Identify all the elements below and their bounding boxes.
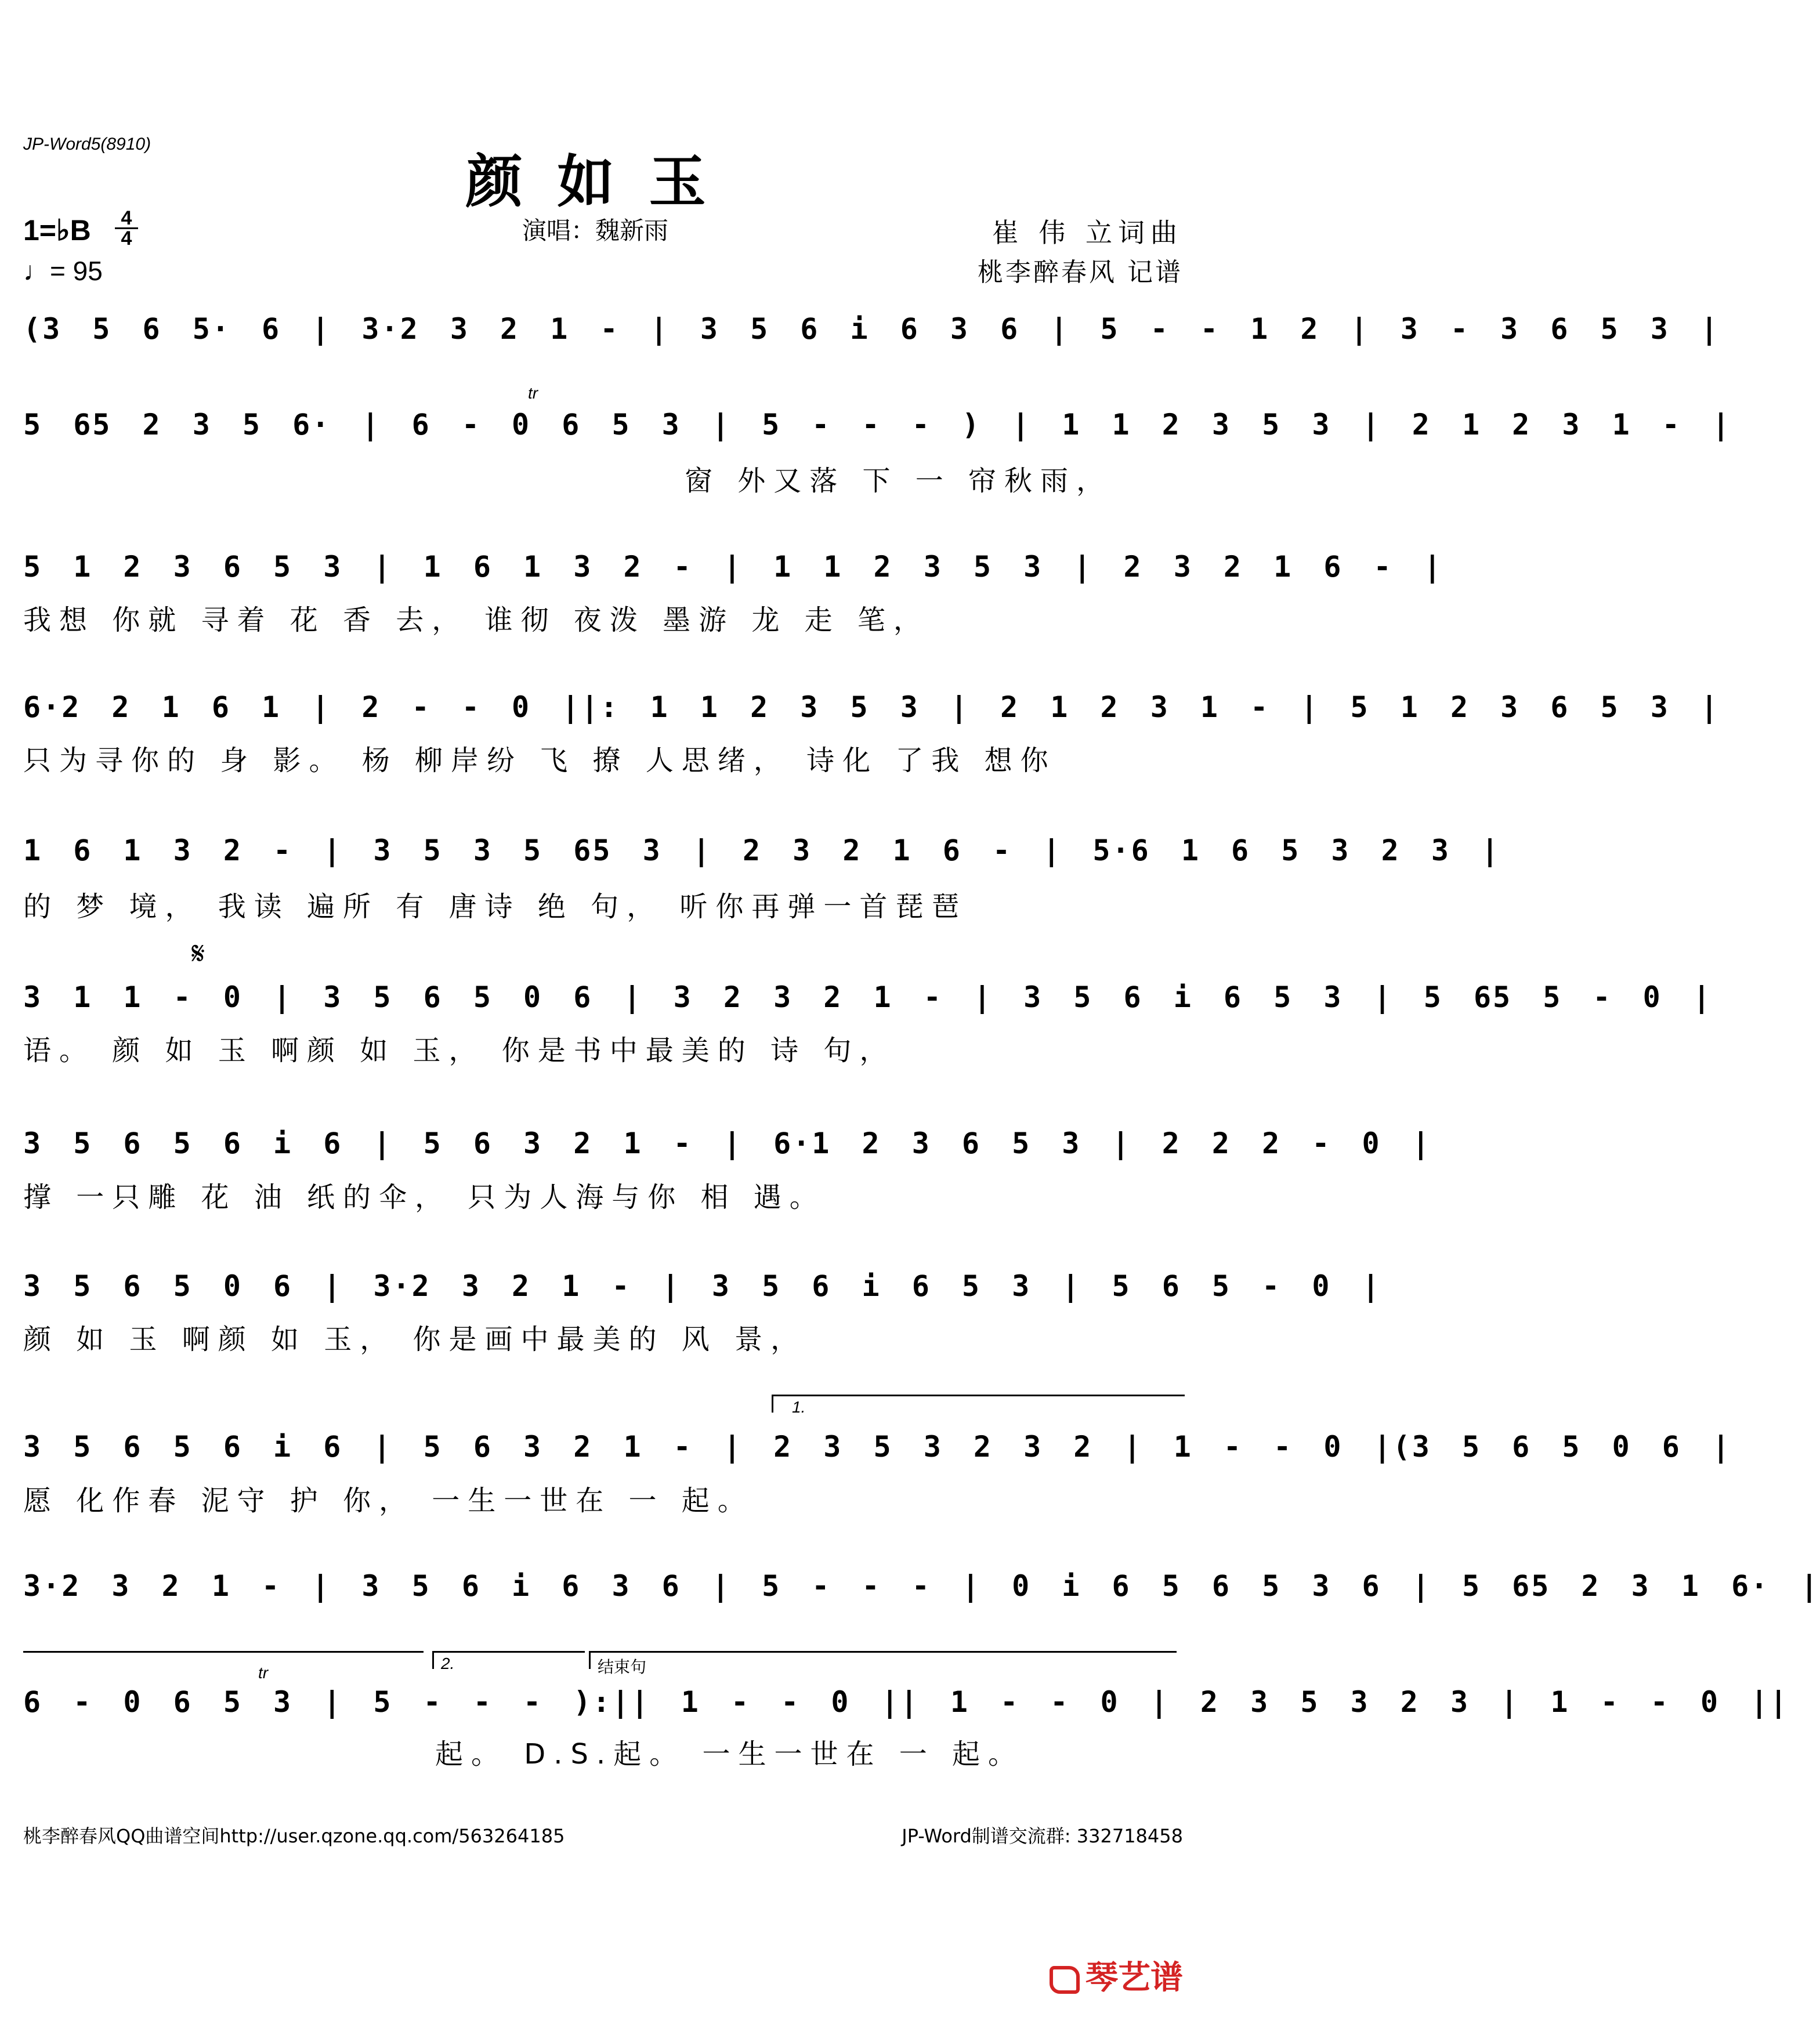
score-line-6-lyrics: 语。 颜 如 玉 啊颜 如 玉， 你是书中最美的 诗 句， bbox=[23, 1034, 896, 1067]
second-ending-label: 2. bbox=[441, 1654, 455, 1672]
score-line-1-notes: (3 5 6 5· 6 | 3·2 3 2 1 - | 3 5 6 i 6 3 6 | 5 - - 1 2 | 3 - 3 6 5 3 | bbox=[23, 312, 1720, 346]
score-line-4-notes: 6·2 2 1 6 1 | 2 - - 0 ||: 1 1 2 3 5 3 | 2 1 2 3 1 - | 5 1 2 3 6 5 3 | bbox=[23, 690, 1720, 724]
score-line-5-lyrics: 的 梦 境， 我读 遍所 有 唐诗 绝 句， 听你再弹一首琵琶 bbox=[23, 890, 968, 923]
score-line-11-lyrics: 起。 D.S.起。 一生一世在 一 起。 bbox=[435, 1738, 1024, 1770]
score-line-11-notes: 6 - 0 6 5 3 | 5 - - - ):|| 1 - - 0 || 1 - - 0 | 2 3 5 3 2 3 | 1 - - 0 || bbox=[23, 1685, 1789, 1719]
footer-group-info: JP-Word制谱交流群: 332718458 bbox=[902, 1825, 1183, 1847]
score-line-6-notes: 3 1 1 - 0 | 3 5 6 5 0 6 | 3 2 3 2 1 - | 3 5 6 i 6 5 3 | 5 65 5 - 0 | bbox=[23, 980, 1712, 1014]
segno-sign: 𝄋 bbox=[191, 935, 205, 972]
trill-marker-1: tr bbox=[528, 384, 538, 402]
score-line-5-notes: 1 6 1 3 2 - | 3 5 3 5 65 3 | 2 3 2 1 6 - | 5·6 1 6 5 3 2 3 | bbox=[23, 834, 1501, 867]
second-ending-bracket bbox=[432, 1651, 585, 1669]
first-ending-bracket bbox=[772, 1395, 1185, 1413]
score-line-7-lyrics: 撑 一只雕 花 油 纸的伞， 只为人海与你 相 遇。 bbox=[23, 1181, 826, 1214]
score-line-8-lyrics: 颜 如 玉 啊颜 如 玉， 你是画中最美的 风 景， bbox=[23, 1323, 807, 1356]
trill-marker-2: tr bbox=[258, 1664, 269, 1682]
score-line-4-lyrics: 只为寻你的 身 影。 杨 柳岸纷 飞 撩 人思绪， 诗化 了我 想你 bbox=[23, 744, 1056, 777]
score-line-7-notes: 3 5 6 5 6 i 6 | 5 6 3 2 1 - | 6·1 2 3 6 5 3 | 2 2 2 - 0 | bbox=[23, 1127, 1431, 1160]
time-signature bbox=[115, 209, 138, 248]
score-line-8-notes: 3 5 6 5 0 6 | 3·2 3 2 1 - | 3 5 6 i 6 5 3 | 5 6 5 - 0 | bbox=[23, 1269, 1381, 1303]
meter-top: 4 bbox=[115, 209, 138, 229]
first-ending-label: 1. bbox=[792, 1398, 806, 1416]
site-logo bbox=[1050, 1952, 1183, 1998]
composer-credit: 崔 伟 立词曲 bbox=[992, 217, 1183, 248]
page-title: 颜如玉 bbox=[465, 149, 741, 215]
score-line-2-notes: 5 65 2 3 5 6· | 6 - 0 6 5 3 | 5 - - - ) | 1 1 2 3 5 3 | 2 1 2 3 1 - | bbox=[23, 408, 1732, 441]
coda-bracket bbox=[589, 1651, 1177, 1669]
software-label: JP-Word5(8910) bbox=[23, 135, 151, 154]
meter-bottom: 4 bbox=[121, 227, 132, 249]
score-line-9-lyrics: 愿 化作春 泥守 护 你， 一生一世在 一 起。 bbox=[23, 1484, 754, 1517]
tempo-marking: ♩= 95 bbox=[23, 256, 103, 286]
score-line-3-notes: 5 1 2 3 6 5 3 | 1 6 1 3 2 - | 1 1 2 3 5 3 | 2 3 2 1 6 - | bbox=[23, 550, 1443, 584]
first-ending-continuation bbox=[23, 1651, 424, 1669]
footer-source-link[interactable]: 桃李醉春风QQ曲谱空间http://user.qzone.qq.com/563264185 bbox=[23, 1825, 565, 1847]
notator-credit: 桃李醉春风 记谱 bbox=[978, 258, 1183, 287]
logo-text: 琴艺谱 bbox=[1086, 1959, 1183, 1997]
score-line-3-lyrics: 我想 你就 寻着 花 香 去， 谁彻 夜泼 墨游 龙 走 笔， bbox=[23, 604, 929, 636]
score-line-2-lyrics: 窗 外又落 下 一 帘秋雨， bbox=[685, 465, 1113, 497]
logo-icon bbox=[1050, 1966, 1080, 1994]
score-line-10-notes: 3·2 3 2 1 - | 3 5 6 i 6 3 6 | 5 - - - | 0 i 6 5 6 5 3 6 | 5 65 2 3 1 6· | bbox=[23, 1569, 1820, 1603]
singer-credit: 演唱：魏新雨 bbox=[522, 216, 669, 245]
score-line-9-notes: 3 5 6 5 6 i 6 | 5 6 3 2 1 - | 2 3 5 3 2 3 2 | 1 - - 0 |(3 5 6 5 0 6 | bbox=[23, 1430, 1732, 1464]
coda-label: 结束句 bbox=[598, 1657, 647, 1676]
key-signature: 1=♭B bbox=[23, 214, 91, 247]
